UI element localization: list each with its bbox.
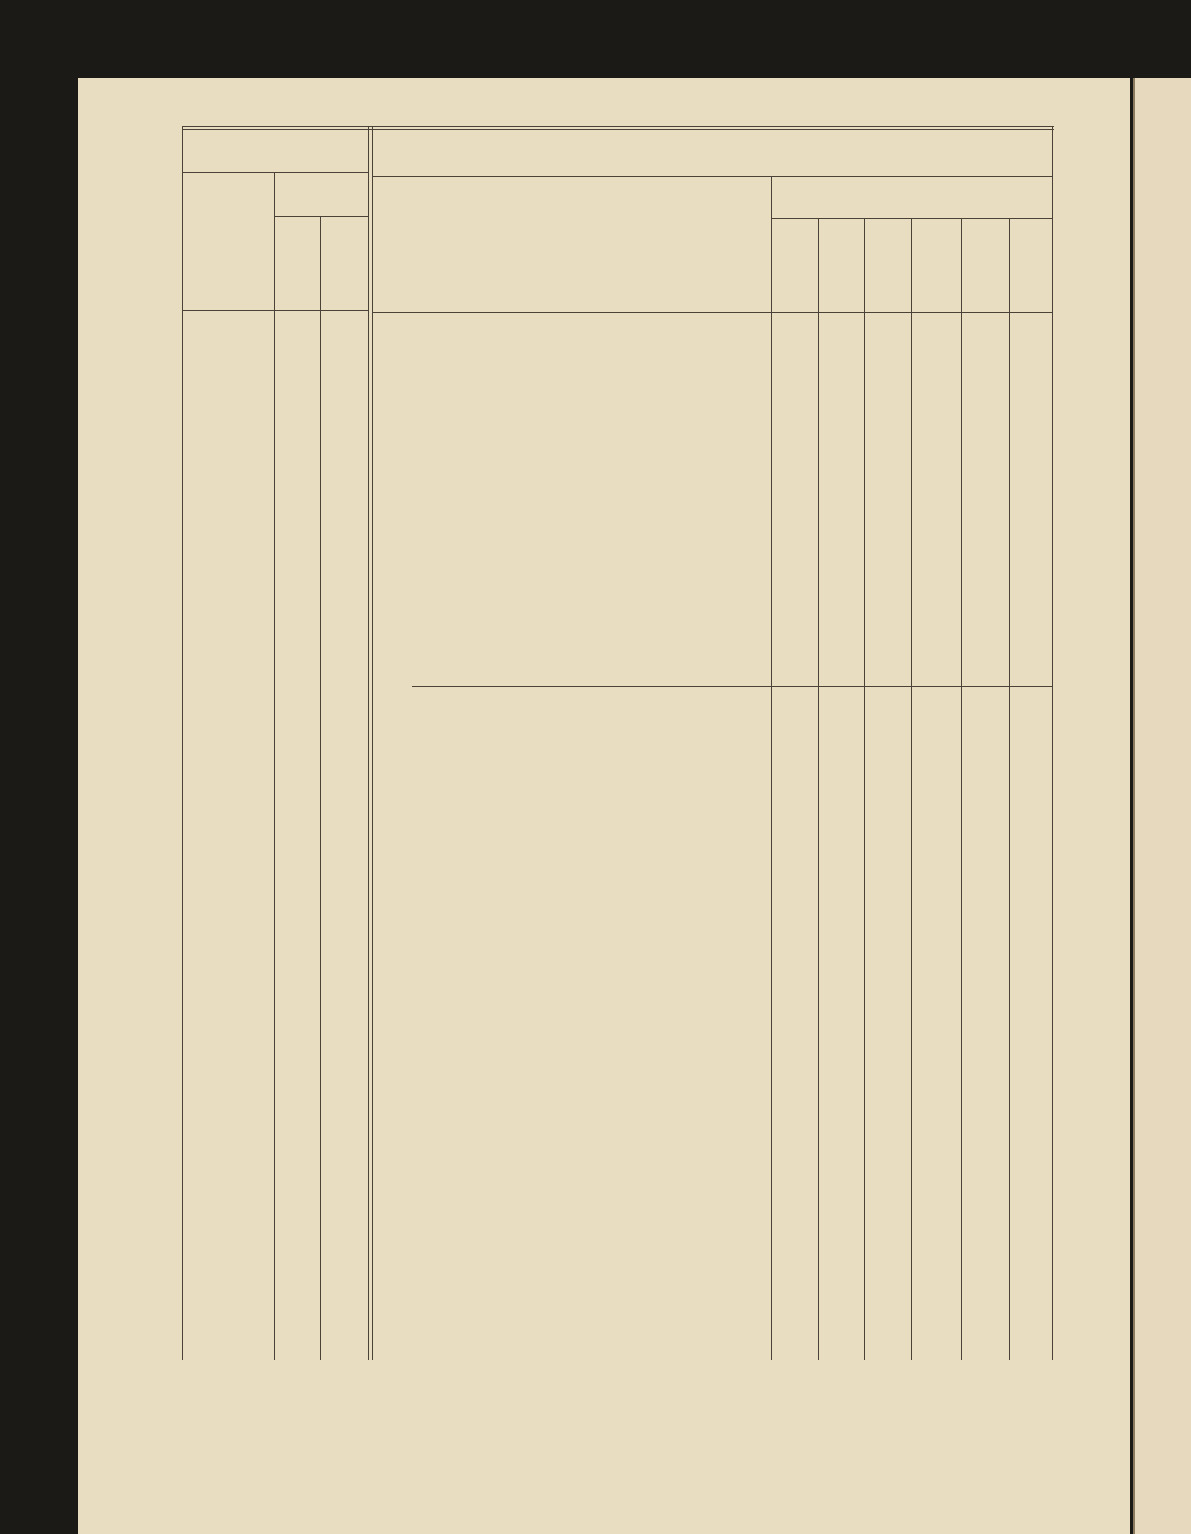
adjacent-page-edge [1133, 78, 1191, 1534]
header-owner [452, 210, 702, 238]
header-dacha-name [184, 202, 272, 218]
document-page [78, 78, 1130, 1534]
land-table [182, 126, 1062, 1360]
dacha-label [188, 726, 272, 732]
